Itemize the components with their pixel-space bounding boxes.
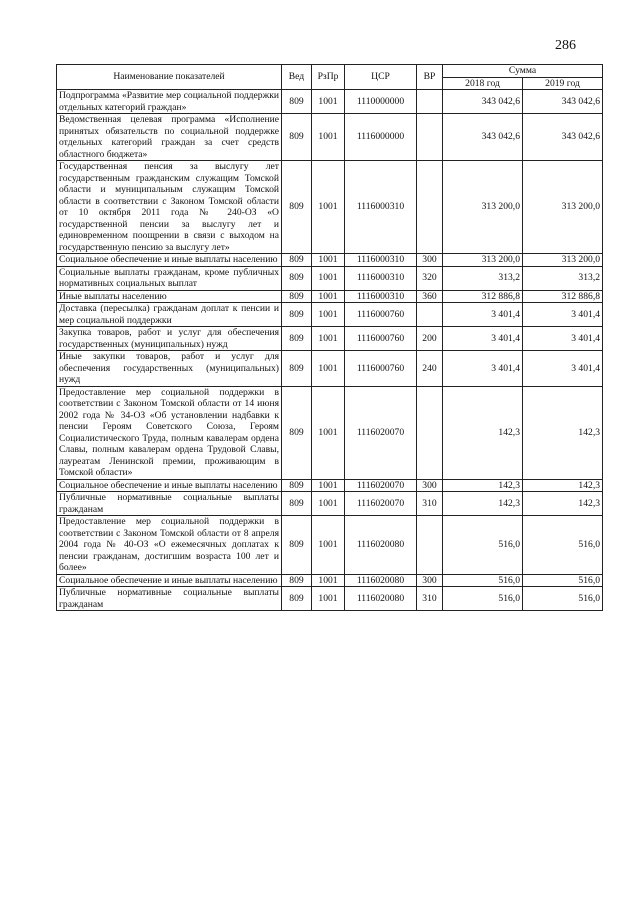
cell-name: Предоставление мер социальной поддержки в соответствии с Законом Томской области от 8 апреля 2004 года № 40-ОЗ «О ежемесячных доплатах к пенсии гражданам, достигшим возраста 100 лет и более» bbox=[57, 516, 282, 575]
cell-rzpr: 1001 bbox=[312, 574, 345, 587]
cell-2019: 312 886,8 bbox=[523, 290, 603, 303]
cell-name: Публичные нормативные социальные выплаты гражданам bbox=[57, 587, 282, 611]
cell-2019: 142,3 bbox=[523, 479, 603, 492]
cell-ved: 809 bbox=[282, 386, 312, 479]
header-2019: 2019 год bbox=[523, 77, 603, 90]
header-2018: 2018 год bbox=[443, 77, 523, 90]
cell-name: Закупка товаров, работ и услуг для обеспечения государственных (муниципальных) нужд bbox=[57, 327, 282, 351]
header-sum: Сумма bbox=[443, 65, 603, 78]
cell-vr bbox=[417, 303, 443, 327]
cell-2018: 3 401,4 bbox=[443, 327, 523, 351]
cell-vr: 310 bbox=[417, 587, 443, 611]
cell-rzpr: 1001 bbox=[312, 266, 345, 290]
cell-csr: 1116000310 bbox=[345, 290, 417, 303]
cell-ved: 809 bbox=[282, 266, 312, 290]
cell-ved: 809 bbox=[282, 254, 312, 267]
cell-name: Иные выплаты населению bbox=[57, 290, 282, 303]
cell-2019: 142,3 bbox=[523, 386, 603, 479]
cell-2018: 516,0 bbox=[443, 587, 523, 611]
cell-csr: 1116020070 bbox=[345, 386, 417, 479]
cell-csr: 1116000310 bbox=[345, 266, 417, 290]
cell-csr: 1116000000 bbox=[345, 114, 417, 161]
cell-ved: 809 bbox=[282, 327, 312, 351]
cell-csr: 1116020080 bbox=[345, 516, 417, 575]
cell-2019: 313 200,0 bbox=[523, 254, 603, 267]
header-ved: Вед bbox=[282, 65, 312, 90]
cell-2018: 516,0 bbox=[443, 574, 523, 587]
cell-rzpr: 1001 bbox=[312, 254, 345, 267]
cell-vr: 300 bbox=[417, 574, 443, 587]
cell-ved: 809 bbox=[282, 114, 312, 161]
cell-name: Социальное обеспечение и иные выплаты населению bbox=[57, 254, 282, 267]
cell-2019: 516,0 bbox=[523, 516, 603, 575]
cell-2018: 142,3 bbox=[443, 479, 523, 492]
table-body bbox=[57, 90, 603, 611]
cell-2018: 142,3 bbox=[443, 386, 523, 479]
table-row bbox=[57, 254, 603, 267]
cell-2019: 3 401,4 bbox=[523, 351, 603, 387]
table-row bbox=[57, 479, 603, 492]
table-row bbox=[57, 90, 603, 114]
cell-vr: 310 bbox=[417, 492, 443, 516]
cell-csr: 1116020070 bbox=[345, 492, 417, 516]
cell-2019: 343 042,6 bbox=[523, 114, 603, 161]
cell-2018: 3 401,4 bbox=[443, 351, 523, 387]
cell-rzpr: 1001 bbox=[312, 90, 345, 114]
cell-rzpr: 1001 bbox=[312, 327, 345, 351]
cell-vr: 300 bbox=[417, 254, 443, 267]
cell-vr bbox=[417, 114, 443, 161]
cell-csr: 1110000000 bbox=[345, 90, 417, 114]
cell-name: Предоставление мер социальной поддержки в соответствии с Законом Томской области от 14 июня 2002 года № 34-ОЗ «Об установлении надбавки к пенсии Героям Советского Союза, Героям Социалистического Труда, полным кавалерам ордена Славы, полным кавалерам ордена Трудовой Славы, лауреатам Ленинской премии, проживающим в Томской области» bbox=[57, 386, 282, 479]
table-row bbox=[57, 290, 603, 303]
cell-2018: 313 200,0 bbox=[443, 161, 523, 254]
cell-csr: 1116000310 bbox=[345, 254, 417, 267]
table-row bbox=[57, 587, 603, 611]
table-row bbox=[57, 386, 603, 479]
cell-rzpr: 1001 bbox=[312, 351, 345, 387]
cell-name: Социальное обеспечение и иные выплаты населению bbox=[57, 574, 282, 587]
cell-2018: 516,0 bbox=[443, 516, 523, 575]
cell-ved: 809 bbox=[282, 574, 312, 587]
cell-vr: 200 bbox=[417, 327, 443, 351]
cell-2018: 3 401,4 bbox=[443, 303, 523, 327]
budget-table bbox=[56, 64, 603, 611]
cell-csr: 1116000760 bbox=[345, 327, 417, 351]
cell-ved: 809 bbox=[282, 479, 312, 492]
table-row bbox=[57, 574, 603, 587]
cell-csr: 1116020080 bbox=[345, 587, 417, 611]
cell-2019: 313,2 bbox=[523, 266, 603, 290]
cell-rzpr: 1001 bbox=[312, 303, 345, 327]
cell-rzpr: 1001 bbox=[312, 161, 345, 254]
cell-2019: 3 401,4 bbox=[523, 303, 603, 327]
cell-2018: 343 042,6 bbox=[443, 90, 523, 114]
cell-ved: 809 bbox=[282, 303, 312, 327]
header-name: Наименование показателей bbox=[57, 65, 282, 90]
cell-ved: 809 bbox=[282, 351, 312, 387]
cell-vr: 300 bbox=[417, 479, 443, 492]
cell-2018: 313,2 bbox=[443, 266, 523, 290]
cell-ved: 809 bbox=[282, 161, 312, 254]
cell-vr bbox=[417, 386, 443, 479]
cell-csr: 1116000310 bbox=[345, 161, 417, 254]
cell-vr: 360 bbox=[417, 290, 443, 303]
cell-name: Ведомственная целевая программа «Исполнение принятых обязательств по социальной поддержке отдельных категорий граждан за счет средств областного бюджета» bbox=[57, 114, 282, 161]
cell-name: Подпрограмма «Развитие мер социальной поддержки отдельных категорий граждан» bbox=[57, 90, 282, 114]
cell-2018: 343 042,6 bbox=[443, 114, 523, 161]
cell-vr bbox=[417, 90, 443, 114]
cell-name: Государственная пенсия за выслугу лет государственным гражданским служащим Томской области и муниципальным служащим Томской области в соответствии с Законом Томской области от 10 октября 2011 года № 240-ОЗ «О государственной пенсии за выслугу лет и единовременном поощрении в связи с выходом на государственную пенсию за выслугу лет» bbox=[57, 161, 282, 254]
cell-csr: 1116000760 bbox=[345, 303, 417, 327]
table-row bbox=[57, 351, 603, 387]
cell-rzpr: 1001 bbox=[312, 290, 345, 303]
table-row bbox=[57, 327, 603, 351]
cell-2019: 516,0 bbox=[523, 574, 603, 587]
cell-rzpr: 1001 bbox=[312, 492, 345, 516]
table-header bbox=[57, 65, 603, 90]
cell-name: Публичные нормативные социальные выплаты гражданам bbox=[57, 492, 282, 516]
cell-csr: 1116020080 bbox=[345, 574, 417, 587]
cell-2019: 313 200,0 bbox=[523, 161, 603, 254]
cell-2018: 313 200,0 bbox=[443, 254, 523, 267]
cell-vr bbox=[417, 516, 443, 575]
cell-2019: 142,3 bbox=[523, 492, 603, 516]
header-csr: ЦСР bbox=[345, 65, 417, 90]
cell-name: Иные закупки товаров, работ и услуг для обеспечения государственных (муниципальных) нужд bbox=[57, 351, 282, 387]
cell-name: Социальные выплаты гражданам, кроме публичных нормативных социальных выплат bbox=[57, 266, 282, 290]
cell-2019: 516,0 bbox=[523, 587, 603, 611]
cell-ved: 809 bbox=[282, 90, 312, 114]
cell-2019: 343 042,6 bbox=[523, 90, 603, 114]
cell-ved: 809 bbox=[282, 516, 312, 575]
cell-csr: 1116000760 bbox=[345, 351, 417, 387]
table-row bbox=[57, 492, 603, 516]
header-vr: ВР bbox=[417, 65, 443, 90]
cell-rzpr: 1001 bbox=[312, 516, 345, 575]
cell-name: Доставка (пересылка) гражданам доплат к пенсии и мер социальной поддержки bbox=[57, 303, 282, 327]
cell-rzpr: 1001 bbox=[312, 386, 345, 479]
cell-vr: 240 bbox=[417, 351, 443, 387]
cell-rzpr: 1001 bbox=[312, 479, 345, 492]
table-row bbox=[57, 161, 603, 254]
cell-ved: 809 bbox=[282, 492, 312, 516]
cell-2019: 3 401,4 bbox=[523, 327, 603, 351]
cell-ved: 809 bbox=[282, 587, 312, 611]
table-row bbox=[57, 114, 603, 161]
cell-rzpr: 1001 bbox=[312, 114, 345, 161]
cell-ved: 809 bbox=[282, 290, 312, 303]
cell-name: Социальное обеспечение и иные выплаты населению bbox=[57, 479, 282, 492]
table-row bbox=[57, 516, 603, 575]
cell-csr: 1116020070 bbox=[345, 479, 417, 492]
cell-2018: 142,3 bbox=[443, 492, 523, 516]
cell-vr bbox=[417, 161, 443, 254]
header-rzpr: РзПр bbox=[312, 65, 345, 90]
cell-2018: 312 886,8 bbox=[443, 290, 523, 303]
table-row bbox=[57, 303, 603, 327]
cell-rzpr: 1001 bbox=[312, 587, 345, 611]
page-number: 286 bbox=[555, 38, 576, 53]
cell-vr: 320 bbox=[417, 266, 443, 290]
table-row bbox=[57, 266, 603, 290]
